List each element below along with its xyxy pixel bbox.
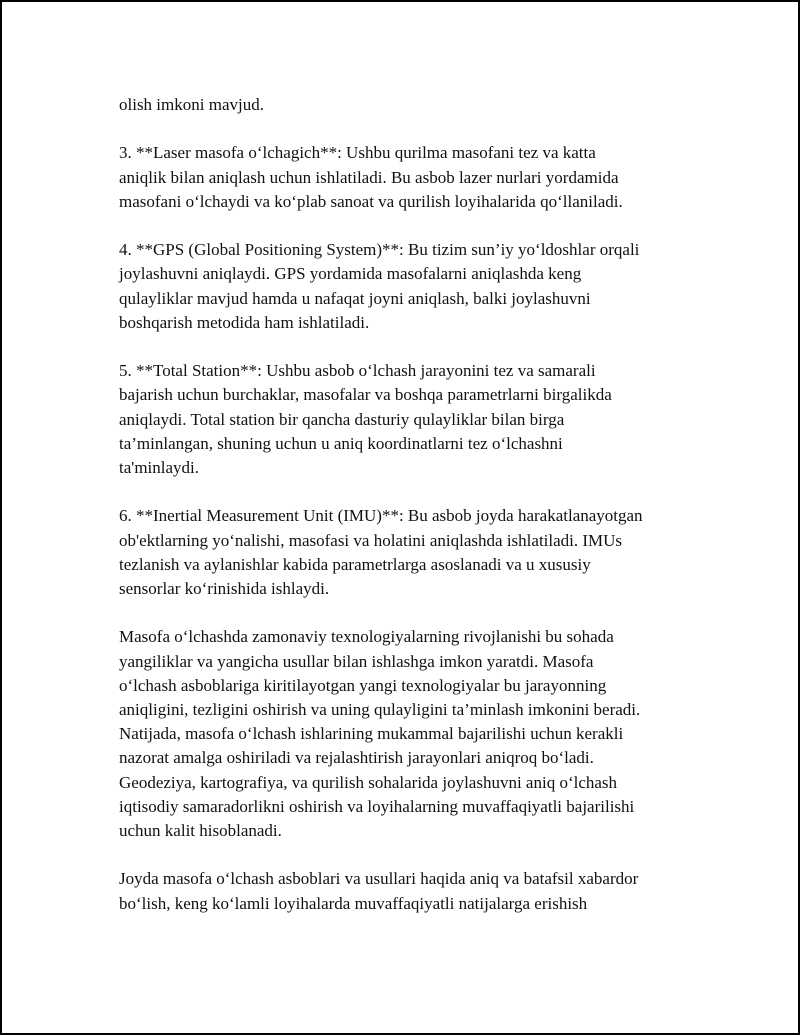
text-line: 4. **GPS (Global Positioning System)**: Bu tizim sun’iy yo‘ldoshlar orqali bbox=[119, 240, 640, 260]
text-line: 3. **Laser masofa o‘lchagich**: Ushbu qurilma masofani tez va katta bbox=[119, 143, 596, 163]
text-line: ob'ektlarning yo‘nalishi, masofasi va holatini aniqlashda ishlatiladi. IMUs bbox=[119, 530, 623, 550]
text-line: aniqligini, tezligini oshirish va uning qulayligini ta’minlash imkonini beradi. bbox=[119, 700, 641, 719]
text-line: olish imkoni mavjud. bbox=[119, 95, 264, 114]
paragraph bbox=[119, 238, 699, 335]
paragraph bbox=[119, 93, 699, 117]
text-line: qulayliklar mavjud hamda u nafaqat joyni aniqlash, balki joylashuvni bbox=[119, 288, 591, 308]
paragraph bbox=[119, 141, 699, 214]
text-line: aniqlik bilan aniqlash uchun ishlatiladi. Bu asbob lazer nurlari yordamida bbox=[119, 167, 619, 187]
text-line: nazorat amalga oshiriladi va rejalashtirish jarayonlari aniqroq bo‘ladi. bbox=[119, 748, 594, 768]
document-body bbox=[119, 93, 699, 940]
text-line: Natijada, masofa o‘lchash ishlarining mukammal bajarilishi uchun kerakli bbox=[119, 724, 624, 744]
text-line: boshqarish metodida ham ishlatiladi. bbox=[119, 312, 370, 332]
paragraph bbox=[119, 867, 699, 915]
text-line: bajarish uchun burchaklar, masofalar va boshqa parametrlarni birgalikda bbox=[119, 385, 612, 405]
text-line: sensorlar ko‘rinishida ishlaydi. bbox=[119, 579, 330, 598]
paragraph bbox=[119, 625, 699, 843]
text-line: masofani o‘lchaydi va ko‘plab sanoat va qurilish loyihalarida qo‘llaniladi. bbox=[119, 191, 623, 211]
text-line: o‘lchash asboblariga kiritilayotgan yangi texnologiyalar bu jarayonning bbox=[119, 675, 607, 695]
text-line: ta’minlangan, shuning uchun u aniq koordinatlarni tez o‘lchashni bbox=[119, 433, 563, 453]
paragraph bbox=[119, 504, 699, 601]
text-line: iqtisodiy samaradorlikni oshirish va loyihalarning muvaffaqiyatli bajarilishi bbox=[119, 796, 635, 816]
text-line: bo‘lish, keng ko‘lamli loyihalarda muvaffaqiyatli natijalarga erishish bbox=[119, 893, 588, 913]
text-line: joylashuvni aniqlaydi. GPS yordamida masofalarni aniqlashda keng bbox=[119, 264, 582, 284]
text-line: Masofa o‘lchashda zamonaviy texnologiyalarning rivojlanishi bu sohada bbox=[119, 627, 614, 647]
text-line: uchun kalit hisoblanadi. bbox=[119, 821, 282, 841]
text-line: 5. **Total Station**: Ushbu asbob o‘lchash jarayonini tez va samarali bbox=[119, 361, 596, 381]
text-line: ta'minlaydi. bbox=[119, 458, 200, 477]
text-line: yangiliklar va yangicha usullar bilan ishlashga imkon yaratdi. Masofa bbox=[119, 651, 594, 671]
text-line: Joyda masofa o‘lchash asboblari va usullari haqida aniq va batafsil xabardor bbox=[119, 869, 639, 889]
text-line: Geodeziya, kartografiya, va qurilish sohalarida joylashuvni aniq o‘lchash bbox=[119, 772, 618, 792]
text-line: 6. **Inertial Measurement Unit (IMU)**: Bu asbob joyda harakatlanayotgan bbox=[119, 506, 643, 526]
paragraph bbox=[119, 359, 699, 480]
text-line: tezlanish va aylanishlar kabida parametrlarga asoslanadi va u xususiy bbox=[119, 554, 591, 574]
text-line: aniqlaydi. Total station bir qancha dasturiy qulayliklar bilan birga bbox=[119, 409, 565, 429]
